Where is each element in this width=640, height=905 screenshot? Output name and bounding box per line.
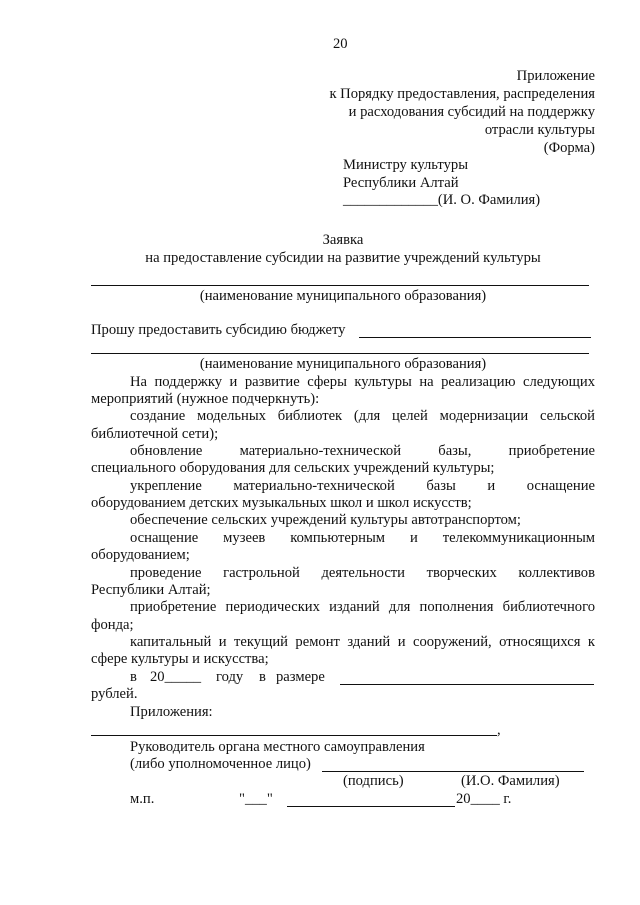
date-day-field[interactable]: "___" [239,791,273,807]
stamp-label: м.п. [130,791,155,807]
appendix-line-5: (Форма) [543,140,595,156]
document-subtitle: на предоставление субсидии на развитие учреждений культуры [145,250,541,266]
document-title: Заявка [322,232,364,248]
measure-item-5[interactable]: оснащение музеев компьютерным и телекоммуникационным [130,530,595,546]
appendix-line-3: и расходования субсидий на поддержку [348,104,595,120]
measure-item-7-cont: фонда; [91,617,134,633]
measure-item-6[interactable]: проведение гастрольной деятельности творческих коллективов [130,565,595,581]
signer-line-2: (либо уполномоченное лицо) [130,756,311,772]
municipality-caption-1: (наименование муниципального образования) [199,288,487,304]
intro-line-1: На поддержку и развитие сферы культуры на реализацию следующих [130,374,595,390]
page-number: 20 [333,36,348,52]
amount-word-v1: в [130,669,137,685]
measure-item-1[interactable]: создание модельных библиотек (для целей модернизации сельской [130,408,595,424]
attachments-fill-line[interactable] [91,735,497,736]
measure-item-4[interactable]: обеспечение сельских учреждений культуры автотранспортом; [130,512,521,528]
appendix-line-2: к Порядку предоставления, распределения [329,86,595,102]
attachments-label: Приложения: [130,704,213,720]
attachments-comma: , [497,722,501,738]
amount-word-size: размере [276,669,325,685]
municipality-fill-line-2[interactable] [91,353,589,354]
measure-item-6-cont: Республики Алтай; [91,582,211,598]
amount-word-year: году [216,669,244,685]
measure-item-8-cont: сфере культуры и искусства; [91,651,269,667]
measure-item-2[interactable]: обновление материально-технической базы, приобретение [130,443,595,459]
addressee-line-2: Республики Алтай [343,175,459,191]
signer-fill-line[interactable] [322,771,584,772]
name-caption: (И.О. Фамилия) [461,773,560,789]
amount-currency: рублей. [91,686,138,702]
amount-word-v2: в [259,669,266,685]
appendix-line-1: Приложение [516,68,595,84]
amount-fill-line[interactable] [340,684,594,685]
signer-line-1: Руководитель органа местного самоуправления [130,739,425,755]
measure-item-8[interactable]: капитальный и текущий ремонт зданий и сооружений, относящихся к [130,634,595,650]
measure-item-1-cont: библиотечной сети); [91,426,219,442]
appendix-line-4: отрасли культуры [484,122,595,138]
municipality-fill-line-1[interactable] [91,285,589,286]
request-line-label: Прошу предоставить субсидию бюджету [91,322,346,338]
measure-item-7[interactable]: приобретение периодических изданий для пополнения библиотечного [130,599,595,615]
addressee-line-1: Министру культуры [343,157,468,173]
municipality-caption-2: (наименование муниципального образования) [199,356,487,372]
budget-fill-line[interactable] [359,337,591,338]
measure-item-5-cont: оборудованием; [91,547,190,563]
intro-line-2: мероприятий (нужное подчеркнуть): [91,391,320,407]
measure-item-3-cont: оборудованием детских музыкальных школ и школ искусств; [91,495,472,511]
date-year-field[interactable]: 20____ г. [456,791,512,807]
addressee-signature-line: _____________(И. О. Фамилия) [343,192,541,208]
amount-year-field[interactable]: 20_____ [150,669,202,685]
date-month-fill-line[interactable] [287,806,455,807]
signature-caption: (подпись) [343,773,404,789]
measure-item-3[interactable]: укрепление материально-технической базы и оснащение [130,478,595,494]
measure-item-2-cont: специального оборудования для сельских учреждений культуры; [91,460,495,476]
